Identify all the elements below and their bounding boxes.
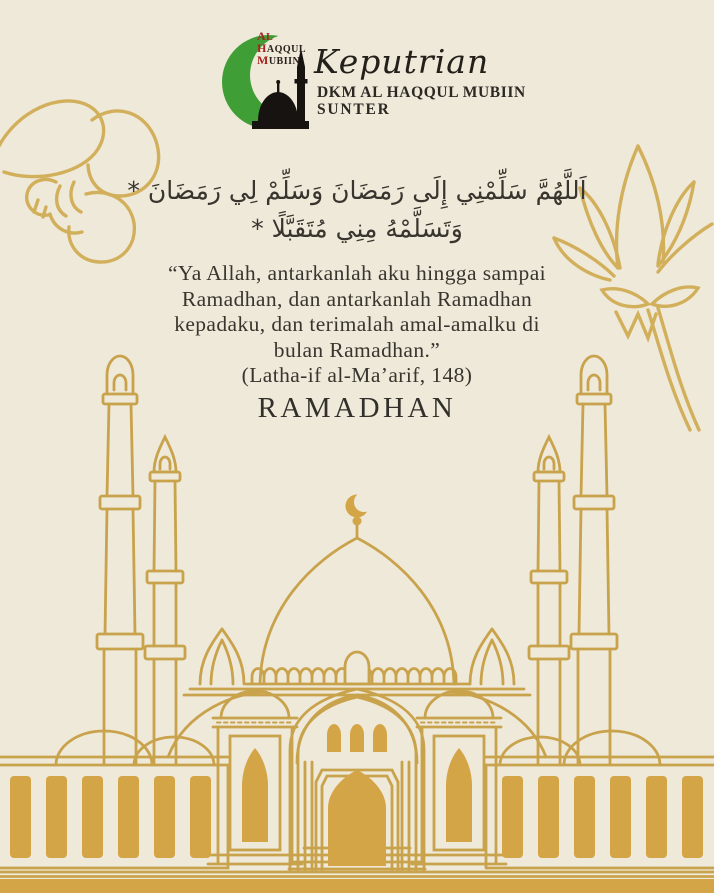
arabic-dua-line1: اَللَّهُمَّ سَلِّمْنِي إِلَى رَمَضَانَ وَسَلِّمْ لِي رَمَضَانَ * [127,176,587,205]
logo-badge [257,31,306,67]
org-name: DKM AL HAQQUL MUBIIN [317,84,526,101]
page-title: RAMADHAN [257,392,457,424]
translation-line: “Ya Allah, antarkanlah aku hingga sampai [167,261,547,285]
badge-line: HAQQUL [257,41,307,55]
translation-line: kepadaku, dan terimalah amal-amalku di [174,312,540,336]
translation-line: Ramadhan, dan antarkanlah Ramadhan [181,286,533,311]
badge-line: AL [257,29,274,43]
arabic-dua [0,172,714,248]
arabic-dua-line2: وَتَسَلَّمْهُ مِنِي مُتَقَبَّلًا * [251,214,463,243]
translation-line: bulan Ramadhan.” [273,337,441,362]
badge-line: MUBIIN [257,53,301,67]
citation: (Latha-if al-Ma’arif, 148) [241,363,473,387]
dua-translation [0,261,714,389]
org-location: SUNTER [317,101,391,118]
org-script-name: Keputrian [314,42,490,81]
